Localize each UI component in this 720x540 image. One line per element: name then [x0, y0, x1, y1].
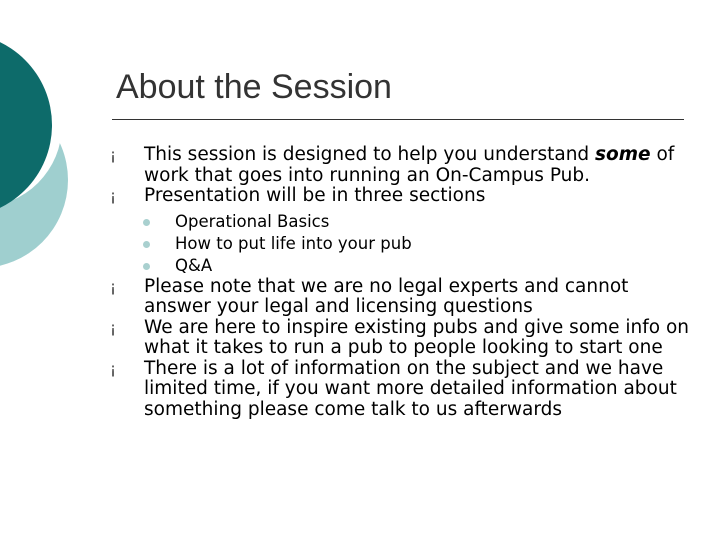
bullet-text: Please note that we are no legal experts and cannot answer your legal and licensing questions [144, 275, 629, 317]
bullet-marker-icon: ¡ [110, 146, 117, 164]
bullet-marker-icon: ¡ [110, 359, 117, 378]
sub-bullet-list [110, 211, 700, 277]
bullet-marker-icon: ¡ [110, 187, 117, 205]
sub-bullet-text: Q&A [175, 255, 213, 275]
title-divider [112, 119, 684, 120]
bullet-emphasis: some [595, 144, 651, 165]
dot-bullet-icon [143, 219, 150, 226]
bullet-text: This session is designed to help you understand [144, 144, 596, 165]
bullet-sections [110, 186, 700, 207]
sub-bullet-item [110, 255, 700, 277]
bullet-more-info [110, 359, 700, 421]
slide-body [110, 145, 700, 420]
bullet-text: of work that goes into running an On-Campus Pub. [144, 144, 675, 186]
sub-bullet-text: Operational Basics [175, 211, 330, 231]
slide-title: About the Session [116, 68, 392, 106]
bullet-legal-note [110, 277, 700, 318]
bullet-text: There is a lot of information on the subject and we have limited time, if you want more detailed information about something please come talk to us afterwards [144, 357, 677, 420]
bullet-inspire [110, 318, 700, 359]
bullet-text: We are here to inspire existing pubs and give some info on what it takes to run a pub to people looking to start one [144, 316, 690, 358]
bullet-marker-icon: ¡ [110, 318, 117, 337]
dot-bullet-icon [143, 241, 150, 248]
dot-bullet-icon [143, 263, 150, 270]
sub-bullet-item [110, 233, 700, 255]
decorative-circles [0, 0, 120, 300]
sub-bullet-item [110, 211, 700, 233]
bullet-session-purpose [110, 145, 700, 186]
bullet-text: Presentation will be in three sections [144, 185, 486, 206]
sub-bullet-text: How to put life into your pub [175, 233, 412, 253]
bullet-marker-icon: ¡ [110, 277, 117, 296]
